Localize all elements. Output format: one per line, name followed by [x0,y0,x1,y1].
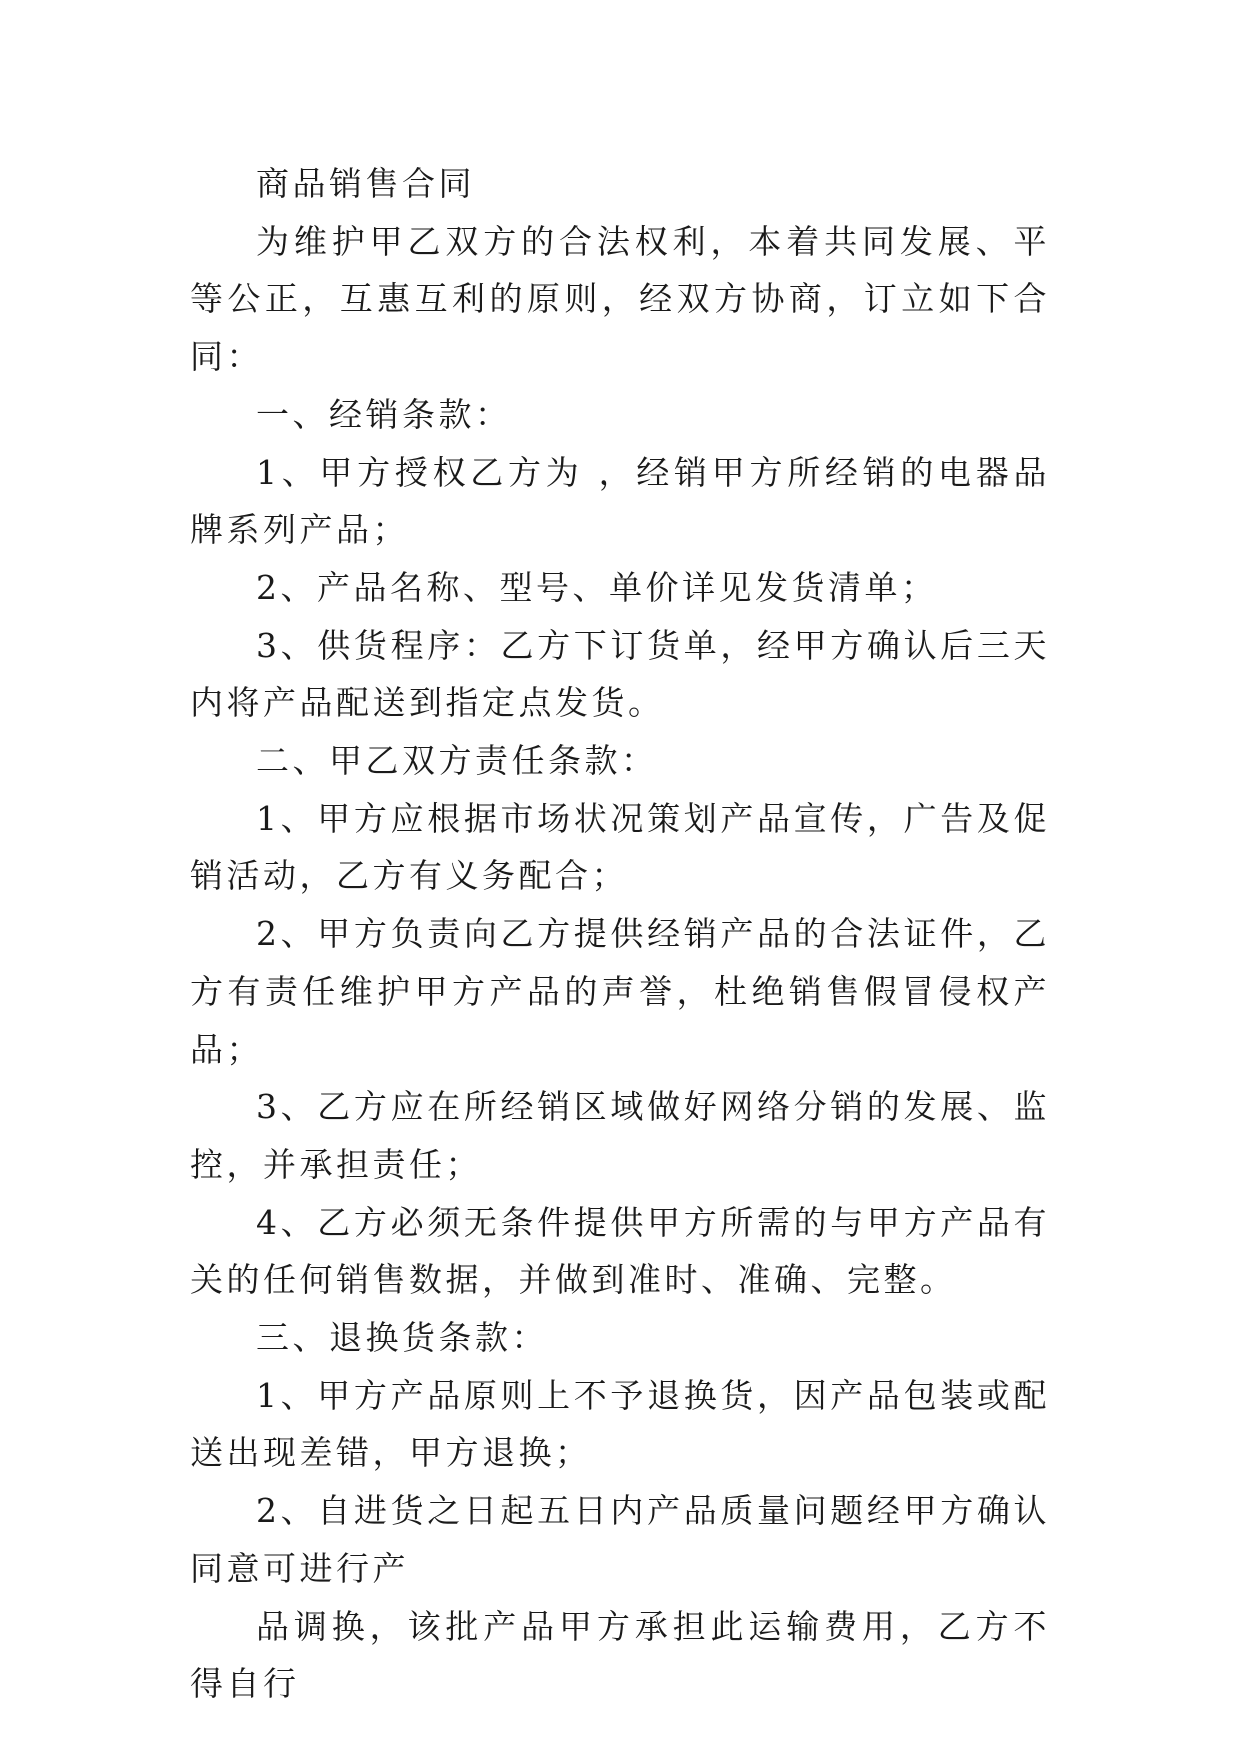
clause-1-3: 3、供货程序：乙方下订货单，经甲方确认后三天内将产品配送到指定点发货。 [190,625,1050,723]
clause-2-4: 4、乙方必须无条件提供甲方所需的与甲方产品有关的任何销售数据，并做到准时、准确、完整。 [190,1202,1050,1300]
document-body [190,155,1050,1713]
document-title: 商品销售合同 [256,164,475,203]
clause-3-2: 2、自进货之日起五日内产品质量问题经甲方确认同意可进行产 [190,1491,1050,1588]
clause-2-2: 2、甲方负责向乙方提供经销产品的合法证件，乙方有责任维护甲方产品的声誉，杜绝销售假冒侵权产品； [190,914,1050,1069]
clause-1-2: 2、产品名称、型号、单价详见发货清单； [256,567,938,607]
clause-2-3: 3、乙方应在所经销区域做好网络分销的发展、监控，并承担责任； [190,1087,1050,1184]
clause-3-2-continued: 品调换，该批产品甲方承担此运输费用，乙方不得自行 [190,1606,1050,1704]
section-heading-responsibilities: 二、甲乙双方责任条款： [256,741,658,781]
clause-1-1: 1、甲方授权乙方为 ，经销甲方所经销的电器品牌系列产品； [190,452,1050,550]
section-heading-returns: 三、退换货条款： [256,1318,548,1358]
section-heading-distribution: 一、经销条款： [256,394,512,434]
clause-3-1: 1、甲方产品原则上不予退换货，因产品包装或配送出现差错，甲方退换； [190,1375,1050,1473]
clause-2-1: 1、甲方应根据市场状况策划产品宣传，广告及促销活动，乙方有义务配合； [190,798,1050,896]
paragraph-intro: 为维护甲乙双方的合法权利，本着共同发展、平等公正，互惠互利的原则，经双方协商，订立如下合同： [190,221,1050,377]
